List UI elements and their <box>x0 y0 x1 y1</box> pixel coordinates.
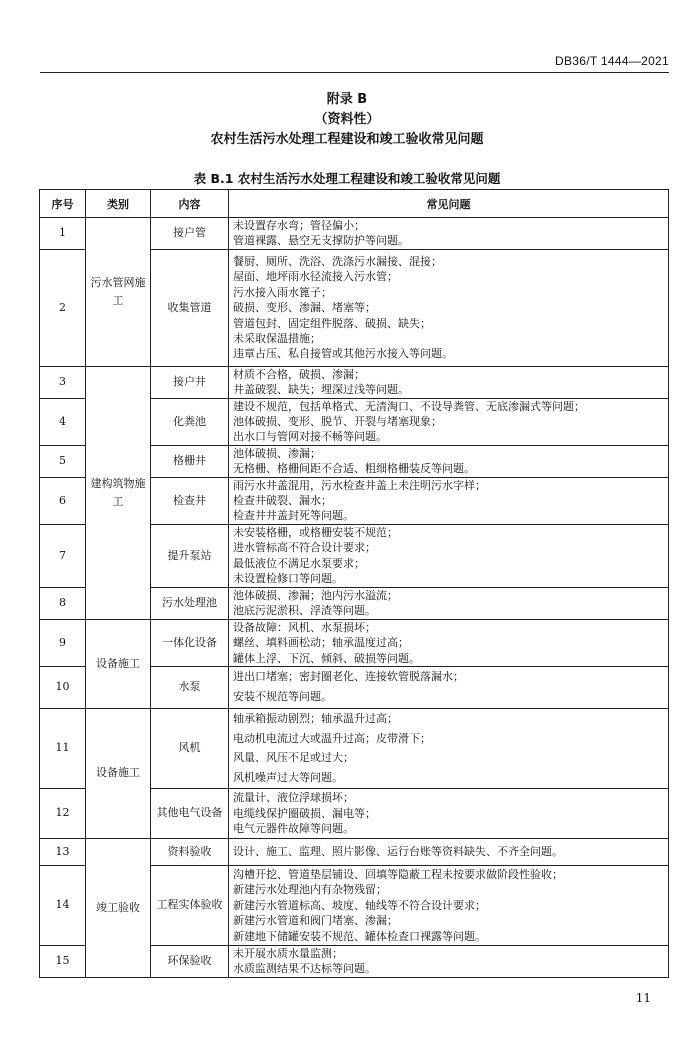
row-no: 14 <box>40 865 86 945</box>
row-content: 接户井 <box>151 366 229 398</box>
issue-line: 池体破损、渗漏； <box>233 446 321 460</box>
row-issues <box>229 524 669 587</box>
row-no: 10 <box>40 666 86 708</box>
row-no: 6 <box>40 477 86 524</box>
header-rule <box>40 72 669 73</box>
category-cell: 设备施工 <box>86 619 151 708</box>
issue-line: 污水接入雨水篦子； <box>233 285 332 299</box>
issue-line: 电气元器件故障等问题。 <box>233 822 354 836</box>
table-caption: 表 B.1 农村生活污水处理工程建设和竣工验收常见问题 <box>193 171 501 186</box>
issue-line: 轴承箱振动剧烈；轴承温升过高； <box>233 712 398 726</box>
category-cell: 竣工验收 <box>86 838 151 977</box>
row-content: 污水处理池 <box>151 587 229 619</box>
issue-line: 破损、变形、渗漏、堵塞等； <box>233 301 376 315</box>
issue-line: 井盖破裂、缺失；埋深过浅等问题。 <box>233 383 409 397</box>
row-content: 环保验收 <box>151 945 229 977</box>
issue-line: 新建污水管道标高、坡度、轴线等不符合设计要求； <box>233 898 486 912</box>
row-issues <box>229 218 669 250</box>
issue-line: 电缆线保护圈破损、漏电等； <box>233 806 376 820</box>
row-issues <box>229 788 669 838</box>
issue-line: 未设置检修口等问题。 <box>233 572 343 586</box>
row-content: 检查井 <box>151 477 229 524</box>
row-issues <box>229 619 669 666</box>
appendix-title: 附录 B <box>326 92 368 107</box>
table-row <box>40 366 669 398</box>
issue-line: 安装不规范等问题。 <box>233 690 332 704</box>
row-no: 8 <box>40 587 86 619</box>
issue-line: 管道裸露、悬空无支撑防护等问题。 <box>233 234 409 248</box>
appendix-nature: （资料性） <box>314 112 380 127</box>
issue-line: 屋面、地坪雨水径流接入污水管； <box>233 270 398 284</box>
header-content: 内容 <box>151 190 229 218</box>
issue-line: 检查井井盖封死等问题。 <box>233 509 354 523</box>
row-no: 11 <box>40 708 86 788</box>
issue-line: 材质不合格，破损、渗漏； <box>233 367 365 381</box>
row-issues <box>229 666 669 708</box>
table-row <box>40 619 669 666</box>
row-issues <box>229 445 669 477</box>
row-issues <box>229 366 669 398</box>
issue-line: 进出口堵塞；密封圈老化、连接软管脱落漏水； <box>233 670 464 684</box>
row-content: 其他电气设备 <box>151 788 229 838</box>
row-content: 收集管道 <box>151 249 229 366</box>
issues-table <box>39 189 669 978</box>
document-code: DB36/T 1444—2021 <box>555 54 669 68</box>
row-issues <box>229 398 669 445</box>
issue-line: 最低液位不满足水泵要求； <box>233 556 365 570</box>
issue-line: 沟槽开挖、管道垫层铺设、回填等隐蔽工程未按要求做阶段性验收； <box>233 867 563 881</box>
row-no: 1 <box>40 218 86 250</box>
row-issues <box>229 587 669 619</box>
issue-line: 螺丝、填料画松动；轴承温度过高； <box>233 636 409 650</box>
header-issues: 常见问题 <box>229 190 669 218</box>
issue-line: 池体破损、变形、脱节、开裂与堵塞现象； <box>233 415 442 429</box>
row-content: 资料验收 <box>151 838 229 865</box>
issue-line: 管道包封、固定组件脱落、破损、缺失； <box>233 316 431 330</box>
issue-line: 水质监测结果不达标等问题。 <box>233 962 376 976</box>
header-category: 类别 <box>86 190 151 218</box>
row-no: 4 <box>40 398 86 445</box>
issue-line: 风机噪声过大等问题。 <box>233 770 343 784</box>
issue-line: 新建地下储罐安装不规范、罐体检查口裸露等问题。 <box>233 929 486 943</box>
table-header-row <box>40 190 669 218</box>
issue-line: 未设置存水弯；管径偏小； <box>233 219 365 232</box>
table-row <box>40 218 669 250</box>
row-content: 水泵 <box>151 666 229 708</box>
row-issues <box>229 708 669 788</box>
table-row <box>40 708 669 788</box>
row-issues <box>229 865 669 945</box>
issue-line: 罐体上浮、下沉、倾斜、破损等问题。 <box>233 651 420 665</box>
issue-line: 流量计、液位浮球损坏； <box>233 791 354 805</box>
row-no: 7 <box>40 524 86 587</box>
issue-line: 未采取保温措施； <box>233 331 321 345</box>
table-row <box>40 838 669 865</box>
row-content: 格栅井 <box>151 445 229 477</box>
page-number: 11 <box>635 991 651 1005</box>
issue-line: 违章占压、私自接管或其他污水接入等问题。 <box>233 347 453 361</box>
category-cell: 设备施工 <box>86 708 151 838</box>
row-no: 9 <box>40 619 86 666</box>
issue-line: 新建污水处理池内有杂物残留； <box>233 883 387 897</box>
issue-line: 新建污水管道和阀门堵塞、渗漏； <box>233 914 398 928</box>
appendix-main-title: 农村生活污水处理工程建设和竣工验收常见问题 <box>210 132 484 147</box>
issue-line: 雨污水井盖混用，污水检查井盖上未注明污水字样； <box>233 478 486 492</box>
row-no: 2 <box>40 249 86 366</box>
issue-line: 电动机电流过大或温升过高；皮带滑下； <box>233 731 431 745</box>
row-no: 15 <box>40 945 86 977</box>
row-content: 提升泵站 <box>151 524 229 587</box>
issue-line: 设计、施工、监理、照片影像、运行台账等资料缺失、不齐全问题。 <box>233 845 563 859</box>
issue-line: 风量、风压不足或过大； <box>233 751 354 765</box>
row-no: 5 <box>40 445 86 477</box>
row-issues <box>229 477 669 524</box>
row-content: 化粪池 <box>151 398 229 445</box>
issue-line: 无格栅、格栅间距不合适、粗细格栅装反等问题。 <box>233 462 475 476</box>
row-content: 风机 <box>151 708 229 788</box>
issue-line: 餐厨、厕所、洗浴、洗涤污水漏接、混接； <box>233 254 442 268</box>
row-content: 接户管 <box>151 218 229 250</box>
issue-line: 池底污泥淤积、浮渣等问题。 <box>233 604 376 618</box>
row-issues <box>229 945 669 977</box>
row-no: 3 <box>40 366 86 398</box>
row-no: 12 <box>40 788 86 838</box>
row-no: 13 <box>40 838 86 865</box>
issue-line: 未开展水质水量监测； <box>233 947 343 960</box>
row-content: 一体化设备 <box>151 619 229 666</box>
issue-line: 检查井破裂、漏水； <box>233 494 332 508</box>
category-cell: 建构筑物施工 <box>86 366 151 619</box>
issue-line: 进水管标高不符合设计要求； <box>233 541 376 555</box>
category-cell: 污水管网施工 <box>86 218 151 367</box>
issue-line: 建设不规范，包括单格式、无清淘口、不设导粪管、无底渗漏式等问题； <box>233 399 585 413</box>
issue-line: 设备故障：风机、水泵损坏； <box>233 620 376 634</box>
row-issues <box>229 838 669 865</box>
header-no: 序号 <box>40 190 86 218</box>
issue-line: 池体破损、渗漏；池内污水溢流； <box>233 588 398 602</box>
row-issues <box>229 249 669 366</box>
issue-line: 未安装格栅，或格栅安装不规范； <box>233 526 398 540</box>
row-content: 工程实体验收 <box>151 865 229 945</box>
issue-line: 出水口与管网对接不畅等问题。 <box>233 430 387 444</box>
